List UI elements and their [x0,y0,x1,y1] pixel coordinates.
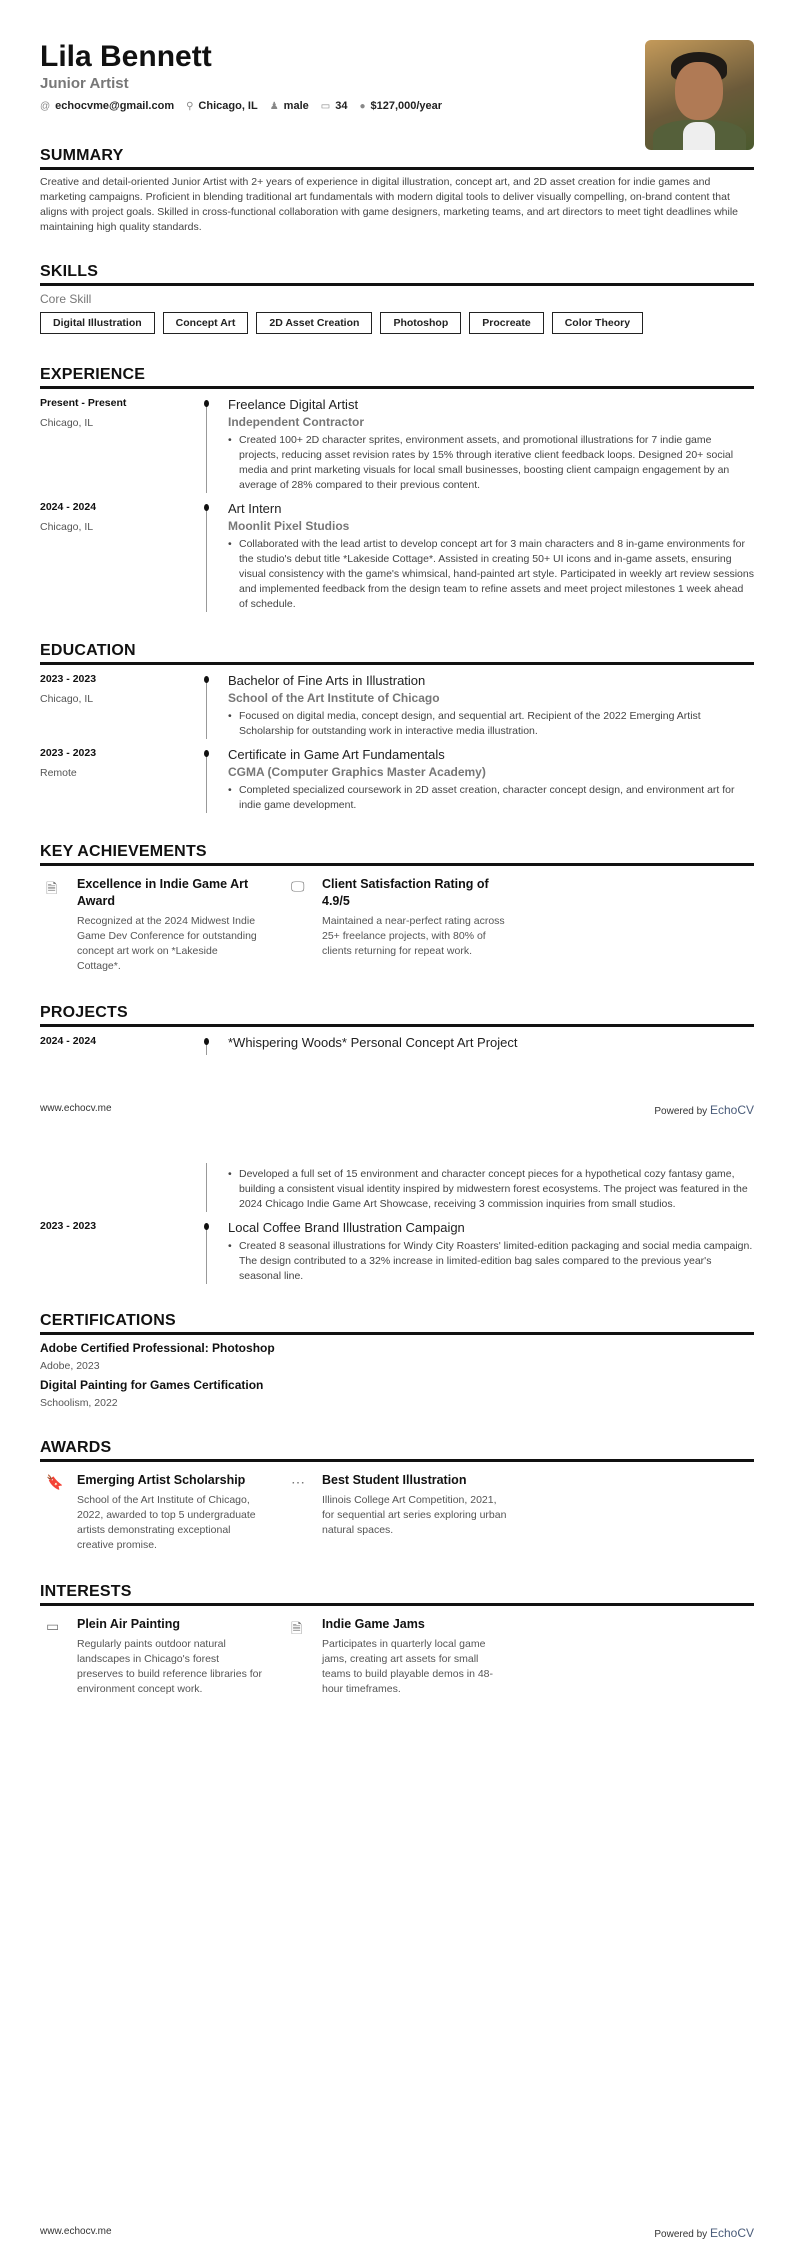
card-desc: School of the Art Institute of Chicago, 2022, awarded to top 5 undergraduate artists demonstrating exceptional creative promise. [77,1494,256,1551]
echocv-brand: EchoCV [709,2226,754,2240]
entry-bullet: • Completed specialized coursework in 2D asset creation, character concept design, and environment art for indie game development. [228,783,754,813]
entry-org: Moonlit Pixel Studios [228,519,350,533]
location-icon: ⚲ [186,101,194,112]
projects-section [40,1004,754,1055]
skills-section [40,263,754,334]
entry-bullet: • Collaborated with the lead artist to develop concept art for 3 main characters and 8 in-game environments for the studio's debut title *Lakeside Cottage*. Assisted in creating 50+ UI icons and in-game assets, ensuring visual consistency with the game's whimsical, hand-painted art style. Participated in weekly art review sessions and implemented feedback from the design team to refine assets and meet project milestones 1 week ahead of schedule. [228,537,754,612]
card-title: Client Satisfaction Rating of 4.9/5 [322,877,489,908]
resume-page-2 [0,1123,794,2246]
skill-tag: Concept Art [163,312,249,334]
footer-site-link[interactable]: www.echocv.me [40,2226,112,2237]
section-heading: CERTIFICATIONS [40,1312,754,1335]
summary-section [40,147,754,235]
project-entry [40,1220,754,1284]
skill-tag: Color Theory [552,312,643,334]
card-title: Indie Game Jams [322,1617,425,1631]
money-icon: ● [359,101,366,112]
certification-item: Digital Painting for Games Certification Schoolism, 2022 [40,1378,264,1409]
timeline-dot [204,1223,209,1230]
timeline-dot [204,400,209,407]
entry-date: 2023 - 2023 [40,673,97,685]
entry-degree: Bachelor of Fine Arts in Illustration [228,673,426,688]
card-title: Plein Air Painting [77,1617,181,1631]
at-icon: @ [40,101,51,112]
award-card [285,1472,530,1553]
education-section [40,642,754,813]
education-entry [40,673,754,739]
entry-bullet: • Developed a full set of 15 environment and character concept pieces for a hypothetical cozy fantasy game, building a consistent visual identity inspired by midwestern forest ecosystems. The project was featured in the 2024 Chicago Indie Game Art Showcase, receiving 3 commission inquiries from small studios. [228,1167,754,1212]
skill-tag: Digital Illustration [40,312,155,334]
interests-section [40,1583,754,1697]
entry-bullet: • Created 100+ 2D character sprites, environment assets, and promotional illustrations for 7 indie game projects, reducing asset revision rates by 15% through iterative client feedback loops. Designed 20+ social media and print marketing visuals for local small businesses, boosting client campaign engagement by an average of 28% compared to their previous content. [228,433,754,493]
skill-tag: Procreate [469,312,543,334]
summary-text: Creative and detail-oriented Junior Artist with 2+ years of experience in digital illustration, concept art, and 2D asset creation for indie games and marketing campaigns. Proficient in blending traditional art fundamentals with modern digital tools to deliver visually compelling, on-brand content that aligns with project goals. Skilled in cross-functional collaboration with game designers, marketing teams, and art directors to meet tight deadlines while maintaining high quality standards. [40,176,739,233]
entry-date: 2023 - 2023 [40,747,97,759]
entry-date: Present - Present [40,397,127,409]
section-heading: EXPERIENCE [40,366,754,389]
footer-site-link[interactable]: www.echocv.me [40,1103,112,1114]
section-heading: AWARDS [40,1439,754,1462]
entry-location: Chicago, IL [40,521,94,533]
page-footer [40,2226,754,2240]
file-check-icon: 🗎 [291,1620,303,1636]
card-desc: Regularly paints outdoor natural landscapes in Chicago's forest preserves to build reference libraries for environment concept work. [77,1638,263,1695]
entry-date: 2024 - 2024 [40,501,97,513]
project-entry-continued [40,1163,754,1212]
interest-card [40,1616,285,1697]
entry-bullet: • Focused on digital media, concept design, and sequential art. Recipient of the 2022 Emerging Artist Scholarship for outstanding work in interactive media illustration. [228,709,754,739]
entry-date: 2023 - 2023 [40,1220,97,1232]
award-card [40,1472,285,1553]
entry-school: CGMA (Computer Graphics Master Academy) [228,765,486,779]
profile-photo [645,40,754,150]
section-heading: EDUCATION [40,642,754,665]
achievement-card [285,876,530,974]
section-heading: SKILLS [40,263,754,286]
card-title: Best Student Illustration [322,1473,467,1487]
skill-tag: 2D Asset Creation [256,312,372,334]
experience-entry [40,397,754,493]
certifications-section [40,1312,754,1409]
education-entry [40,747,754,813]
contact-salary: ● $127,000/year [359,100,443,112]
bookmark-icon: 🔖 [46,1474,64,1490]
card-desc: Recognized at the 2024 Midwest Indie Game Dev Conference for outstanding concept art work on *Lakeside Cottage*. [77,915,257,972]
calendar-icon: ▭ [320,101,331,112]
certification-item: Adobe Certified Professional: Photoshop Adobe, 2023 [40,1341,275,1372]
awards-section [40,1439,754,1553]
footer-powered: Powered by EchoCV [654,2226,754,2240]
experience-entry [40,501,754,612]
entry-date: 2024 - 2024 [40,1035,97,1047]
footer-powered: Powered by EchoCV [654,1103,754,1117]
entry-location: Remote [40,767,77,779]
echocv-brand: EchoCV [709,1103,754,1117]
skill-group-label: Core Skill [40,292,92,306]
entry-degree: Certificate in Game Art Fundamentals [228,747,445,762]
candidate-name: Lila Bennett [40,40,212,73]
achievement-card [40,876,285,974]
project-title: *Whispering Woods* Personal Concept Art Project [228,1035,518,1050]
entry-role: Art Intern [228,501,282,516]
contact-email: @ echocvme@gmail.com [40,100,175,112]
section-heading: INTERESTS [40,1583,754,1606]
contact-location: ⚲ Chicago, IL [186,100,258,112]
more-icon: ⋯ [291,1474,305,1490]
page-footer [40,1103,754,1117]
contact-gender: ♟ male [269,100,309,112]
card-desc: Illinois College Art Competition, 2021, for sequential art series exploring urban natural spaces. [322,1494,507,1536]
entry-location: Chicago, IL [40,693,94,705]
card-title: Emerging Artist Scholarship [77,1473,246,1487]
skill-tag: Photoshop [380,312,461,334]
interest-card [285,1616,530,1697]
card-title: Excellence in Indie Game Art Award [77,877,249,908]
timeline-dot [204,750,209,757]
person-icon: ♟ [269,101,279,112]
project-entry [40,1035,754,1055]
entry-school: School of the Art Institute of Chicago [228,691,440,705]
contact-age: ▭ 34 [320,100,348,112]
achievements-section [40,843,754,974]
experience-section [40,366,754,612]
card-desc: Participates in quarterly local game jams, creating art assets for small teams to build playable demos in 48-hour timeframes. [322,1638,494,1695]
document-icon: 🗎 [46,880,58,896]
candidate-title: Junior Artist [40,75,129,92]
timeline-dot [204,676,209,683]
timeline-dot [204,504,209,511]
section-heading: PROJECTS [40,1004,754,1027]
card-desc: Maintained a near-perfect rating across 25+ freelance projects, with 80% of clients returning for repeat work. [322,915,505,957]
project-title: Local Coffee Brand Illustration Campaign [228,1220,465,1235]
monitor-icon: 🖵 [291,878,305,894]
entry-location: Chicago, IL [40,417,94,429]
section-heading: SUMMARY [40,147,754,170]
entry-bullet: • Created 8 seasonal illustrations for Windy City Roasters' limited-edition packaging and social media campaign. The design contributed to a 32% increase in limited-edition bag sales compared to the previous year's seasonal line. [228,1239,754,1284]
section-heading: KEY ACHIEVEMENTS [40,843,754,866]
entry-role: Freelance Digital Artist [228,397,359,412]
timeline-dot [204,1038,209,1045]
entry-org: Independent Contractor [228,415,365,429]
toggle-icon: ▭ [46,1618,60,1634]
